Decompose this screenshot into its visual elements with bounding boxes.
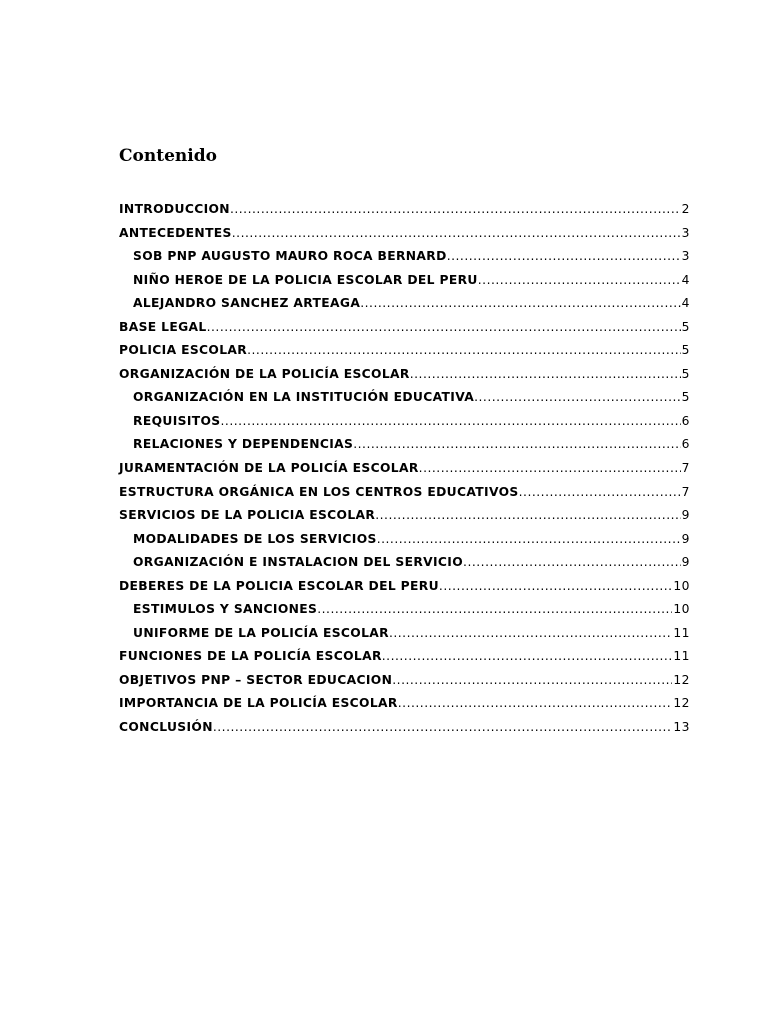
toc-entry-label: ORGANIZACIÓN E INSTALACION DEL SERVICIO <box>133 555 464 570</box>
toc-entry[interactable] <box>119 551 690 575</box>
toc-entry[interactable] <box>119 222 690 246</box>
toc-entry[interactable] <box>119 386 690 410</box>
toc-entry[interactable] <box>119 669 690 693</box>
toc-page-number: 9 <box>681 531 690 546</box>
toc-page-number: 7 <box>681 484 690 499</box>
toc-dot-leader <box>447 245 681 269</box>
toc-entry[interactable] <box>119 269 690 293</box>
toc-page-number: 5 <box>681 319 690 334</box>
toc-entry[interactable] <box>119 457 690 481</box>
toc-page-number: 4 <box>681 272 690 287</box>
toc-page-number: 10 <box>673 578 690 593</box>
toc-entry-label: SERVICIOS DE LA POLICIA ESCOLAR <box>119 508 376 523</box>
page-title: Contenido <box>119 146 217 166</box>
toc-page-number: 7 <box>681 461 690 476</box>
toc-entry-label: UNIFORME DE LA POLICÍA ESCOLAR <box>133 625 389 640</box>
toc-page-number: 11 <box>673 625 690 640</box>
toc-page-number: 3 <box>681 249 690 264</box>
toc-entry[interactable] <box>119 316 690 340</box>
toc-page-number: 5 <box>681 343 690 358</box>
toc-dot-leader <box>478 269 681 293</box>
toc-dot-leader <box>439 575 672 599</box>
toc-dot-leader <box>375 504 680 528</box>
toc-dot-leader <box>230 198 681 222</box>
toc-entry[interactable] <box>119 598 690 622</box>
toc-dot-leader <box>410 363 681 387</box>
toc-entry[interactable] <box>119 528 690 552</box>
toc-entry-label: NIÑO HEROE DE LA POLICIA ESCOLAR DEL PERU <box>133 272 478 287</box>
toc-dot-leader <box>398 692 673 716</box>
table-of-contents <box>119 198 690 740</box>
toc-entry-label: ESTIMULOS Y SANCIONES <box>133 602 318 617</box>
toc-dot-leader <box>317 598 672 622</box>
toc-entry-label: ESTRUCTURA ORGÁNICA EN LOS CENTROS EDUCATIVOS <box>119 484 519 499</box>
toc-entry-label: SOB PNP AUGUSTO MAURO ROCA BERNARD <box>133 249 447 264</box>
toc-entry[interactable] <box>119 198 690 222</box>
toc-entry[interactable] <box>119 339 690 363</box>
toc-page-number: 6 <box>681 437 690 452</box>
toc-page-number: 13 <box>673 720 690 735</box>
toc-dot-leader <box>392 669 672 693</box>
toc-entry-label: ANTECEDENTES <box>119 225 232 240</box>
toc-entry[interactable] <box>119 716 690 740</box>
toc-page-number: 9 <box>681 555 690 570</box>
toc-dot-leader <box>221 410 681 434</box>
toc-dot-leader <box>463 551 681 575</box>
toc-page-number: 5 <box>681 366 690 381</box>
toc-page-number: 5 <box>681 390 690 405</box>
toc-entry[interactable] <box>119 481 690 505</box>
toc-dot-leader <box>389 622 672 646</box>
toc-entry-label: MODALIDADES DE LOS SERVICIOS <box>133 531 377 546</box>
toc-dot-leader <box>519 481 681 505</box>
toc-page-number: 10 <box>673 602 690 617</box>
toc-page-number: 12 <box>673 696 690 711</box>
toc-dot-leader <box>247 339 681 363</box>
toc-entry-label: ALEJANDRO SANCHEZ ARTEAGA <box>133 296 361 311</box>
toc-entry[interactable] <box>119 292 690 316</box>
toc-entry[interactable] <box>119 622 690 646</box>
toc-dot-leader <box>232 222 681 246</box>
toc-dot-leader <box>474 386 681 410</box>
toc-page-number: 11 <box>673 649 690 664</box>
toc-entry-label: INTRODUCCION <box>119 202 230 216</box>
toc-entry-label: OBJETIVOS PNP – SECTOR EDUCACION <box>119 672 393 687</box>
toc-entry[interactable] <box>119 245 690 269</box>
toc-entry[interactable] <box>119 692 690 716</box>
toc-page-number: 12 <box>673 672 690 687</box>
toc-entry-label: IMPORTANCIA DE LA POLICÍA ESCOLAR <box>119 696 398 711</box>
toc-page-number: 9 <box>681 508 690 523</box>
toc-page-number: 3 <box>681 225 690 240</box>
toc-entry[interactable] <box>119 575 690 599</box>
toc-entry-label: ORGANIZACIÓN DE LA POLICÍA ESCOLAR <box>119 366 410 381</box>
toc-dot-leader <box>382 645 673 669</box>
toc-entry[interactable] <box>119 504 690 528</box>
toc-dot-leader <box>419 457 681 481</box>
toc-entry-label: BASE LEGAL <box>119 319 207 334</box>
toc-entry-label: CONCLUSIÓN <box>119 720 213 735</box>
toc-page-number: 2 <box>681 202 690 216</box>
toc-entry-label: DEBERES DE LA POLICIA ESCOLAR DEL PERU <box>119 578 439 593</box>
toc-page-number: 4 <box>681 296 690 311</box>
toc-entry-label: ORGANIZACIÓN EN LA INSTITUCIÓN EDUCATIVA <box>133 390 475 405</box>
toc-entry-label: RELACIONES Y DEPENDENCIAS <box>133 437 354 452</box>
toc-dot-leader <box>377 528 681 552</box>
toc-dot-leader <box>207 316 681 340</box>
toc-entry-label: FUNCIONES DE LA POLICÍA ESCOLAR <box>119 649 382 664</box>
toc-dot-leader <box>213 716 672 740</box>
toc-dot-leader <box>360 292 680 316</box>
toc-entry[interactable] <box>119 433 690 457</box>
toc-entry-label: JURAMENTACIÓN DE LA POLICÍA ESCOLAR <box>119 461 419 476</box>
toc-entry[interactable] <box>119 363 690 387</box>
toc-dot-leader <box>353 433 680 457</box>
toc-entry-label: POLICIA ESCOLAR <box>119 343 248 358</box>
toc-entry[interactable] <box>119 410 690 434</box>
toc-entry-label: REQUISITOS <box>133 413 221 428</box>
toc-entry[interactable] <box>119 645 690 669</box>
toc-page-number: 6 <box>681 413 690 428</box>
